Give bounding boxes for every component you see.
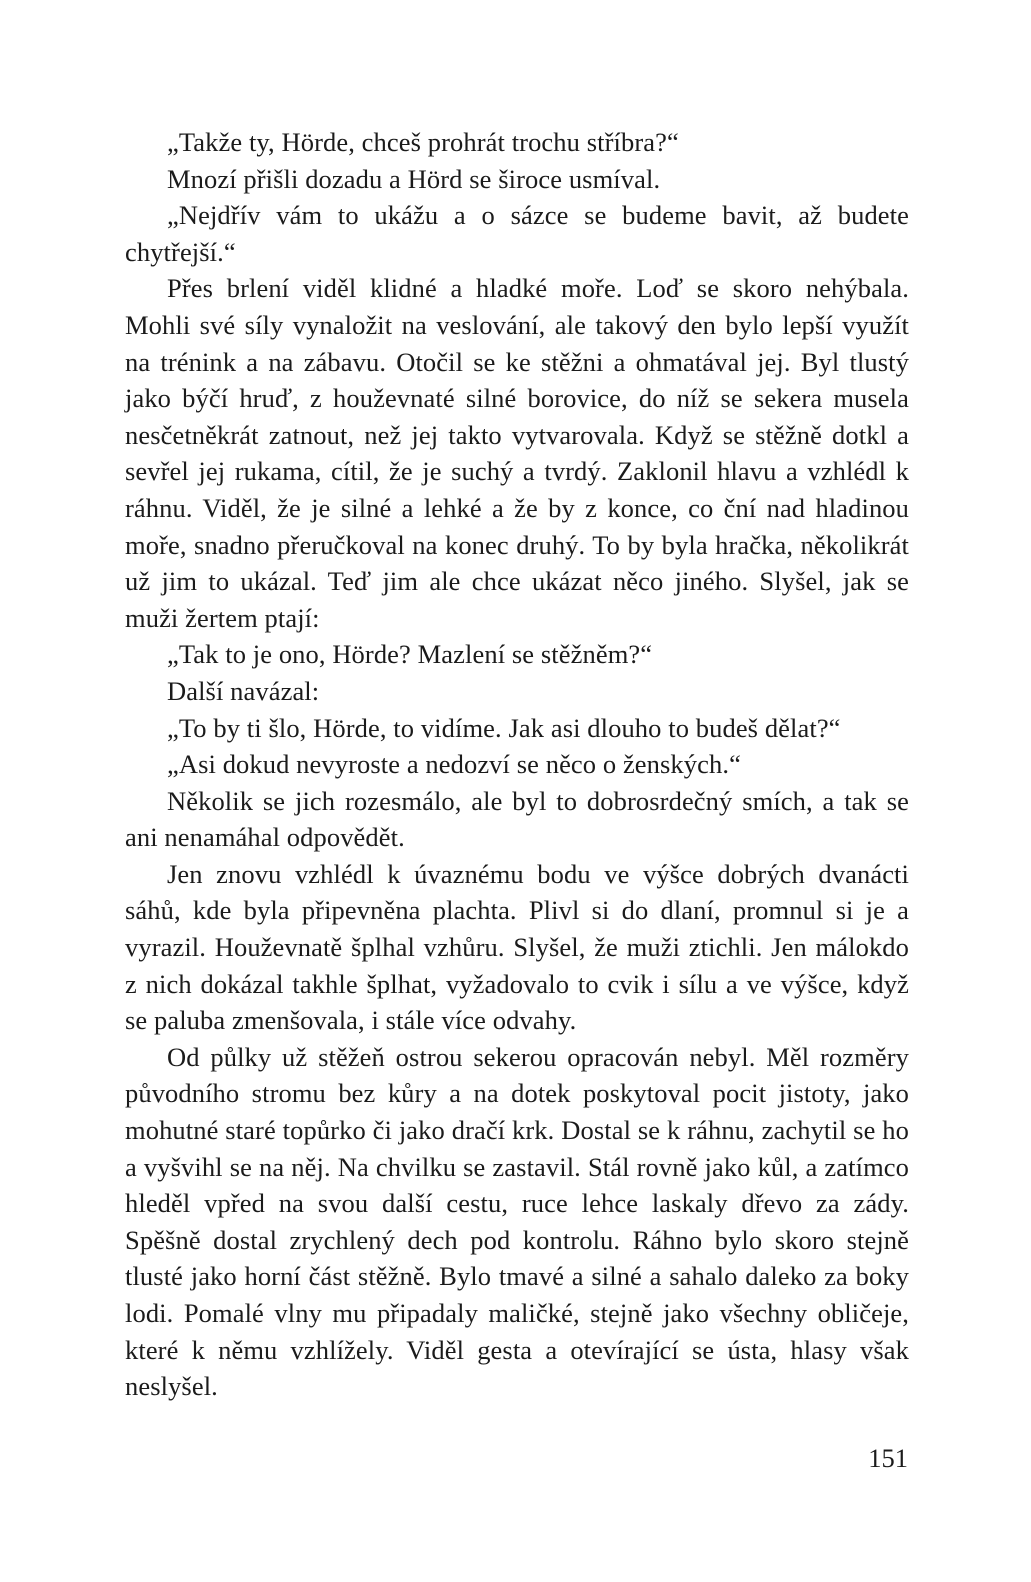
paragraph-dialogue: „Takže ty, Hörde, chceš prohrát trochu stříbra?“ xyxy=(167,127,679,157)
text-block xyxy=(125,124,909,1405)
paragraph-dialogue: „Nejdřív vám to ukážu a o sázce se budeme bavit, až budete chytřejší.“ xyxy=(125,200,909,267)
paragraph-narration: Mnozí přišli dozadu a Hörd se široce usmíval. xyxy=(167,163,661,194)
paragraph-narration: Přes brlení viděl klidné a hladké moře. Loď se skoro nehýbala. Mohli své síly vynaložit na veslování, ale takový den bylo lepší využít na trénink a na zábavu. Otočil se ke stěžni a ohmatával jej. Byl tlustý jako býčí hruď, z houževnaté silné borovice, do níž se sekera musela nesčetněkrát zatnout, než jej takto vytvarovala. Když se stěžně dotkl a sevřel jej rukama, cítil, že je suchý a tvrdý. Zaklonil hlavu a vzhlédl k ráhnu. Viděl, že je silné a lehké a že by z konce, co ční nad hladinou moře, snadno přeručkoval na konec druhý. To by byla hračka, několikrát už jim to ukázal. Teď jim ale chce ukázat něco jiného. Slyšel, jak se muži žertem ptají: xyxy=(125,273,909,633)
paragraph-dialogue: „Asi dokud nevyroste a nedozví se něco o ženských.“ xyxy=(167,749,741,780)
paragraph-dialogue: „Tak to je ono, Hörde? Mazlení se stěžněm?“ xyxy=(167,639,653,670)
paragraph-dialogue: „To by ti šlo, Hörde, to vidíme. Jak asi dlouho to budeš dělat?“ xyxy=(167,712,841,743)
paragraph-narration: Další navázal: xyxy=(167,675,320,706)
paragraph-narration: Několik se jich rozesmálo, ale byl to dobrosrdečný smích, a tak se ani nenamáhal odpovědět. xyxy=(125,785,909,853)
paragraph-narration: Od půlky už stěžeň ostrou sekerou opracován nebyl. Měl rozměry původního stromu bez kůry a na dotek poskytoval pocit jistoty, jako mohutné staré topůrko či jako dračí krk. Dostal se k ráhnu, zachytil se ho a vyšvihl se na něj. Na chvilku se zastavil. Stál rovně jako kůl, a zatímco hleděl vpřed na svou další cestu, ruce lehce laskaly dřevo za zády. Spěšně dostal zrychlený dech pod kontrolu. Ráhno bylo skoro stejně tlusté jako horní část stěžně. Bylo tmavé a silné a sahalo daleko za boky lodi. Pomalé vlny mu připadaly maličké, stejně jako všechny obličeje, které k němu vzhlížely. Viděl gesta a otevírající se ústa, hlasy však neslyšel. xyxy=(125,1041,909,1402)
paragraph-narration: Jen znovu vzhlédl k úvaznému bodu ve výšce dobrých dvanácti sáhů, kde byla připevněna plachta. Plivl si do dlaní, promnul si je a vyrazil. Houževnatě šplhal vzhůru. Slyšel, že muži ztichli. Jen málokdo z nich dokázal takhle šplhat, vyžadovalo to cvik i sílu a ve výšce, když se paluba zmenšovala, i stále více odvahy. xyxy=(125,858,909,1036)
page-number: 151 xyxy=(868,1443,908,1473)
